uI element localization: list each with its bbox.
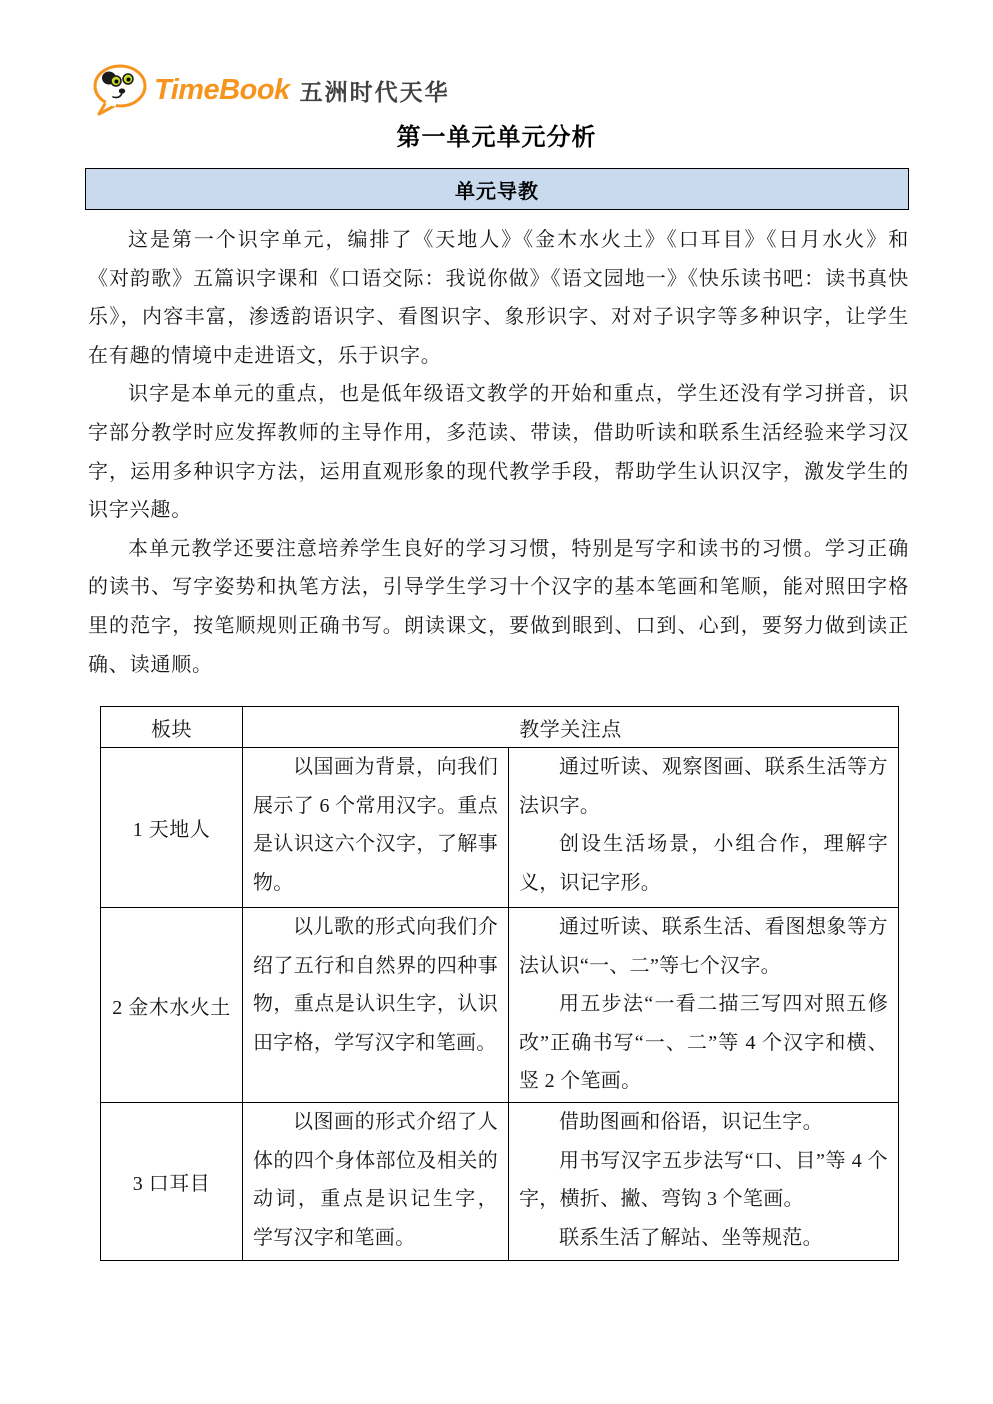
description-cell xyxy=(243,748,509,908)
page-title: 第一单元单元分析 xyxy=(396,125,597,151)
section-header-label: 单元导教 xyxy=(455,180,539,203)
logo-company-text: 五洲时代天华 xyxy=(299,78,450,105)
section-header-bar xyxy=(85,168,909,210)
paragraph-2: 识字是本单元的重点，也是低年级语文教学的开始和重点，学生还没有学习拼音，识字部分教学时应发挥教师的主导作用，多范读、带读，借助听读和联系生活经验来学习汉字，运用多种识字方法，运用直观形象的现代教学手段，帮助学生认识汉字，激发学生的识字兴趣。 xyxy=(88,383,909,522)
focus-point: 通过听读、联系生活、看图想象等方法认识“一、二”等七个汉字。 xyxy=(519,916,888,977)
module-cell: 3 口耳目 xyxy=(101,1103,243,1261)
module-cell: 1 天地人 xyxy=(101,748,243,908)
description-cell xyxy=(243,908,509,1103)
table-row-jinmushuihuotu xyxy=(101,908,899,1103)
focus-cell xyxy=(509,908,899,1103)
focus-point: 创设生活场景，小组合作，理解字义，识记字形。 xyxy=(519,833,888,894)
logo xyxy=(92,64,450,116)
focus-point: 用书写汉字五步法写“口、目”等 4 个字，横折、撇、弯钩 3 个笔画。 xyxy=(519,1149,888,1211)
speech-bubble-dog-icon xyxy=(92,64,148,116)
paragraph-1: 这是第一个识字单元，编排了《天地人》《金木水火土》《口耳目》《日月水火》和《对韵歌》五篇识字课和《口语交际：我说你做》《语文园地一》《快乐读书吧：读书真快乐》，内容丰富，渗透韵语识字、看图识字、象形识字、对对子识字等多种识字，让学生在有趣的情境中走进语文，乐于识字。 xyxy=(88,229,909,367)
focus-cell xyxy=(509,1103,899,1261)
description-text: 以国画为背景，向我们展示了 6 个常用汉字。重点是认识这六个汉字，了解事物。 xyxy=(253,756,498,894)
description-text: 以图画的形式介绍了人体的四个身体部位及相关的动词，重点是识记生字， 学写汉字和笔画。 xyxy=(253,1111,498,1249)
table-row-kouermu xyxy=(101,1103,899,1261)
column-header-focus: 教学关注点 xyxy=(243,707,899,748)
table-header-row xyxy=(101,707,899,748)
logo-brand-text: TimeBook xyxy=(154,73,290,106)
column-header-module: 板块 xyxy=(101,707,243,748)
focus-cell xyxy=(509,748,899,908)
focus-point: 通过听读、观察图画、联系生活等方法识字。 xyxy=(519,756,888,817)
teaching-focus-table xyxy=(100,706,899,1261)
description-text: 以儿歌的形式向我们介绍了五行和自然界的四种事物，重点是认识生字，认识田字格，学写汉字和笔画。 xyxy=(253,916,498,1054)
description-cell xyxy=(243,1103,509,1261)
paragraph-3: 本单元教学还要注意培养学生良好的学习习惯，特别是写字和读书的习惯。学习正确的读书、写字姿势和执笔方法，引导学生学习十个汉字的基本笔画和笔顺，能对照田字格里的范字，按笔顺规则正确书写。朗读课文，要做到眼到、口到、心到，要努力做到读正确、读通顺。 xyxy=(88,537,909,676)
table-row-tiandiren xyxy=(101,748,899,908)
focus-point: 用五步法“一看二描三写四对照五修改”正确书写“一、二”等 4 个汉字和横、竖 2 个笔画。 xyxy=(519,993,888,1093)
unit-guide-text xyxy=(88,221,909,684)
focus-point: 借助图画和俗语，识记生字。 xyxy=(559,1111,823,1133)
focus-point: 联系生活了解站、坐等规范。 xyxy=(559,1226,823,1249)
module-cell: 2 金木水火土 xyxy=(101,908,243,1103)
